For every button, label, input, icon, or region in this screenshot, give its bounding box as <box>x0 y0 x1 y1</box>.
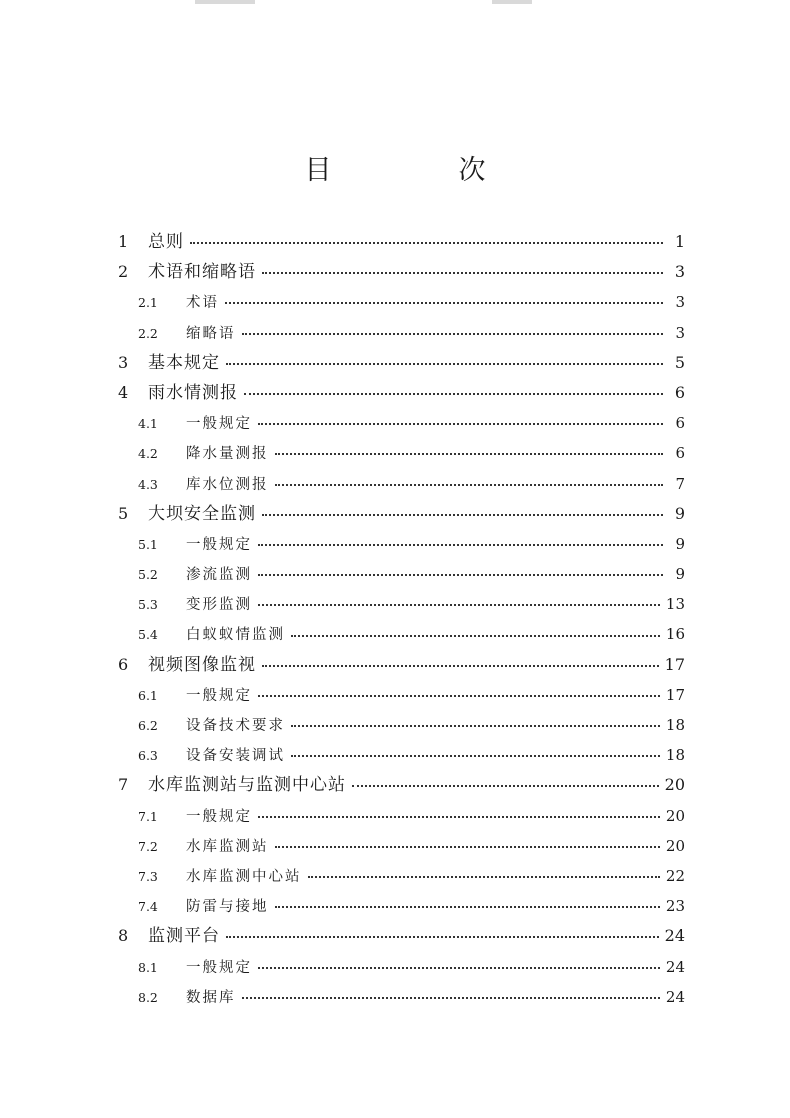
toc-entry-page-number: 6 <box>675 414 685 433</box>
toc-entry-number: 8.2 <box>138 989 158 1005</box>
toc-entry-title: 水库监测站与监测中心站 <box>148 775 346 796</box>
toc-entry-title: 防雷与接地 <box>186 899 269 916</box>
toc-entry-number: 5.3 <box>138 597 158 613</box>
toc-entry-page-number: 9 <box>674 503 685 523</box>
toc-dot-leader <box>258 690 660 700</box>
toc-entry-page-number: 3 <box>675 323 685 342</box>
toc-entry-number: 6.2 <box>138 718 158 733</box>
toc-entry-number: 5.4 <box>138 627 158 643</box>
toc-dot-leader <box>275 901 660 911</box>
toc-entry-page-number: 9 <box>675 565 685 584</box>
toc-dot-leader <box>308 871 660 881</box>
toc-entry-page-number: 5 <box>674 352 685 372</box>
toc-chapter-entry[interactable] <box>118 378 685 408</box>
toc-entry-page-number: 24 <box>665 957 685 976</box>
toc-entry-title: 水库监测站 <box>186 838 269 855</box>
toc-dot-leader <box>244 388 663 398</box>
toc-dot-leader <box>275 479 664 489</box>
toc-entry-page-number: 1 <box>674 232 685 251</box>
toc-entry-title: 术语 <box>186 295 219 312</box>
toc-section-entry[interactable] <box>118 287 685 317</box>
toc-dot-leader <box>352 780 659 790</box>
toc-chapter-entry[interactable] <box>118 650 685 680</box>
toc-entry-number: 8.1 <box>138 959 158 975</box>
toc-dot-leader <box>291 630 660 640</box>
toc-section-entry[interactable] <box>118 529 685 559</box>
toc-dot-leader <box>262 509 663 519</box>
toc-section-entry[interactable] <box>118 952 685 982</box>
toc-entry-page-number: 6 <box>675 444 685 463</box>
toc-dot-leader <box>242 992 660 1002</box>
toc-entry-page-number: 18 <box>665 716 685 734</box>
toc-chapter-entry[interactable] <box>118 499 685 529</box>
toc-entry-number: 6.3 <box>138 748 158 764</box>
toc-entry-number: 8 <box>118 926 129 946</box>
toc-entry-number: 6.1 <box>138 687 158 703</box>
toc-entry-number: 5.1 <box>138 536 158 552</box>
toc-section-entry[interactable] <box>118 559 685 589</box>
toc-section-entry[interactable] <box>118 408 685 438</box>
toc-entry-page-number: 20 <box>664 775 685 795</box>
toc-dot-leader <box>258 962 660 972</box>
toc-entry-number: 7.1 <box>138 808 158 824</box>
toc-entry-page-number: 24 <box>664 926 685 946</box>
toc-entry-number: 4.3 <box>138 476 158 492</box>
toc-dot-leader <box>258 599 660 609</box>
toc-entry-number: 2.1 <box>138 295 158 311</box>
toc-entry-title: 一般规定 <box>186 808 252 825</box>
toc-chapter-entry[interactable] <box>118 770 685 800</box>
toc-entry-number: 4 <box>118 382 129 402</box>
toc-section-entry[interactable] <box>118 710 685 740</box>
toc-entry-title: 库水位测报 <box>186 476 269 493</box>
toc-entry-title: 设备技术要求 <box>186 718 285 734</box>
toc-dot-leader <box>258 569 663 579</box>
toc-title: 目 次 <box>304 155 536 186</box>
toc-entry-title: 设备安装调试 <box>186 748 285 765</box>
toc-dot-leader <box>262 660 659 670</box>
toc-entry-page-number: 3 <box>674 262 685 282</box>
toc-section-entry[interactable] <box>118 861 685 891</box>
toc-section-entry[interactable] <box>118 469 685 499</box>
toc-dot-leader <box>258 418 663 428</box>
toc-entry-number: 3 <box>118 352 129 372</box>
toc-dot-leader <box>291 720 660 730</box>
toc-entry-title: 总则 <box>148 232 184 252</box>
toc-entry-number: 1 <box>118 232 129 251</box>
toc-dot-leader <box>225 297 663 307</box>
toc-entry-title: 一般规定 <box>186 687 252 704</box>
toc-section-entry[interactable] <box>118 801 685 831</box>
toc-section-entry[interactable] <box>118 891 685 921</box>
toc-entry-title: 数据库 <box>186 989 236 1006</box>
toc-dot-leader <box>275 841 660 851</box>
toc-entry-number: 5 <box>118 503 129 523</box>
toc-chapter-entry[interactable] <box>118 257 685 287</box>
toc-chapter-entry[interactable] <box>118 348 685 378</box>
toc-entry-number: 5.2 <box>138 567 158 583</box>
toc-chapter-entry[interactable] <box>118 227 685 257</box>
toc-dot-leader <box>242 328 664 338</box>
toc-entry-title: 一般规定 <box>186 959 252 976</box>
toc-dot-leader <box>226 358 663 368</box>
toc-entry-title: 水库监测中心站 <box>186 868 302 885</box>
toc-entry-page-number: 13 <box>665 595 685 614</box>
toc-entry-title: 视频图像监视 <box>148 654 256 675</box>
toc-entry-number: 7.4 <box>138 899 158 915</box>
toc-entry-title: 基本规定 <box>148 352 220 373</box>
toc-entry-number: 2.2 <box>138 325 158 341</box>
toc-section-entry[interactable] <box>118 680 685 710</box>
toc-dot-leader <box>258 539 663 549</box>
toc-entry-number: 4.2 <box>138 446 158 462</box>
toc-entry-page-number: 20 <box>665 836 685 855</box>
toc-entry-title: 白蚁蚁情监测 <box>186 627 285 644</box>
toc-entry-title: 降水量测报 <box>186 446 269 463</box>
toc-entry-page-number: 7 <box>675 474 685 493</box>
toc-dot-leader <box>291 750 660 760</box>
toc-section-entry[interactable] <box>118 318 685 348</box>
toc-entry-title: 大坝安全监测 <box>148 503 256 524</box>
toc-entry-page-number: 24 <box>665 987 685 1006</box>
toc-entry-page-number: 9 <box>675 534 685 553</box>
table-of-contents <box>118 227 685 1012</box>
toc-entry-number: 7 <box>118 775 129 795</box>
toc-dot-leader <box>262 267 663 277</box>
toc-entry-number: 7.3 <box>138 868 158 884</box>
toc-entry-page-number: 22 <box>665 866 685 885</box>
toc-entry-page-number: 20 <box>665 806 685 825</box>
toc-entry-title: 一般规定 <box>186 536 252 553</box>
toc-entry-number: 2 <box>118 262 129 282</box>
toc-dot-leader <box>190 237 663 247</box>
scan-artifact <box>195 0 255 4</box>
toc-entry-page-number: 17 <box>665 685 685 704</box>
toc-section-entry[interactable] <box>118 740 685 770</box>
toc-entry-title: 监测平台 <box>148 926 220 947</box>
toc-entry-page-number: 18 <box>665 746 685 765</box>
toc-entry-page-number: 17 <box>664 654 685 674</box>
toc-chapter-entry[interactable] <box>118 921 685 951</box>
toc-entry-title: 雨水情测报 <box>148 382 238 403</box>
toc-section-entry[interactable] <box>118 619 685 649</box>
toc-section-entry[interactable] <box>118 831 685 861</box>
toc-dot-leader <box>258 811 660 821</box>
toc-entry-number: 4.1 <box>138 416 158 432</box>
toc-entry-title: 变形监测 <box>186 597 252 614</box>
toc-section-entry[interactable] <box>118 438 685 468</box>
toc-entry-page-number: 16 <box>665 625 685 644</box>
toc-entry-page-number: 23 <box>665 897 685 916</box>
toc-entry-title: 一般规定 <box>186 416 252 433</box>
toc-entry-page-number: 6 <box>674 382 685 402</box>
toc-entry-number: 7.2 <box>138 838 158 854</box>
toc-dot-leader <box>226 931 659 941</box>
toc-dot-leader <box>275 448 664 458</box>
toc-entry-title: 缩略语 <box>186 325 236 342</box>
toc-section-entry[interactable] <box>118 589 685 619</box>
toc-entry-title: 渗流监测 <box>186 567 252 584</box>
toc-section-entry[interactable] <box>118 982 685 1012</box>
scan-artifact <box>492 0 532 4</box>
toc-entry-number: 6 <box>118 654 129 674</box>
toc-entry-title: 术语和缩略语 <box>148 262 256 283</box>
toc-entry-page-number: 3 <box>675 293 685 312</box>
